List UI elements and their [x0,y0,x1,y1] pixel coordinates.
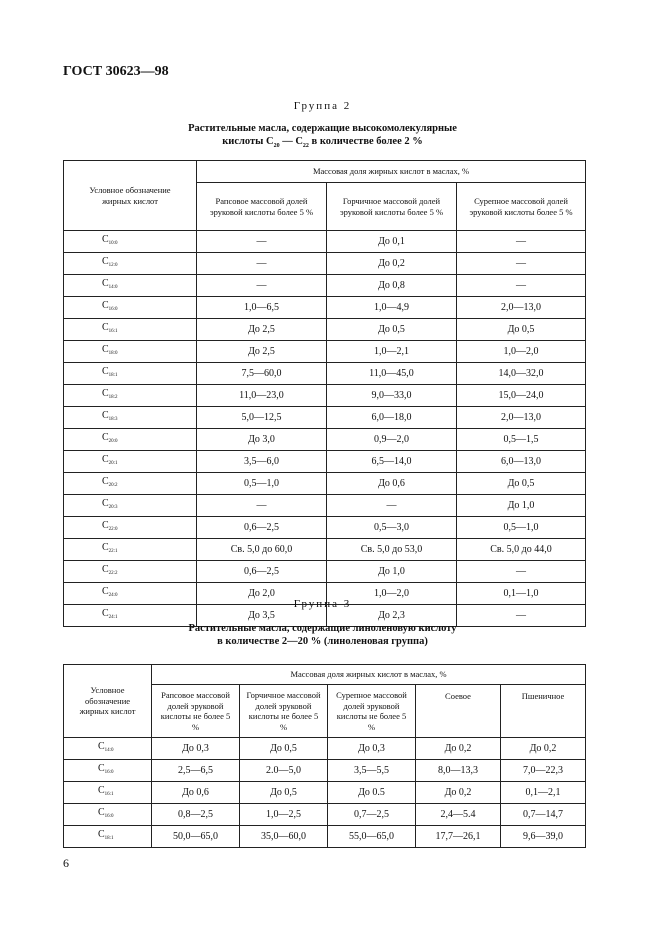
value-cell: До 0,1 [327,231,457,253]
acid-symbol: $C_{24:1}$ [64,605,197,627]
value-cell: 11,0—45,0 [327,363,457,385]
value-cell: 0,7—14,7 [501,804,586,826]
value-cell: До 0,6 [327,473,457,495]
value-cell: — [197,495,327,517]
value-cell: 11,0—23,0 [197,385,327,407]
group2-title: Группа 2 [293,100,352,112]
value-cell: — [457,561,586,583]
acid-symbol: $C_{16:0}$ [64,804,152,826]
table-row [64,275,586,297]
table-row [64,385,586,407]
table-row [64,319,586,341]
value-cell: — [457,275,586,297]
table-row [64,451,586,473]
value-cell: До 0,5 [327,319,457,341]
value-cell: До 0,5 [457,473,586,495]
table-row [64,804,586,826]
value-cell: До 0,2 [501,738,586,760]
value-cell: 0,6—2,5 [197,561,327,583]
acid-symbol: $C_{20:3}$ [64,495,197,517]
value-cell: 6,0—13,0 [457,451,586,473]
table-row [64,407,586,429]
table-row [64,429,586,451]
value-cell: 0,5—1,5 [457,429,586,451]
table-row [64,826,586,848]
group2-table [63,160,586,627]
value-cell: До 1,0 [327,561,457,583]
value-cell: До 2,0 [197,583,327,605]
value-cell: — [457,253,586,275]
value-cell: 17,7—26,1 [416,826,501,848]
table-row [64,253,586,275]
value-cell: До 0,3 [328,738,416,760]
value-cell: 8,0—13,3 [416,760,501,782]
value-cell: — [197,275,327,297]
table-row [64,782,586,804]
value-cell: До 0,8 [327,275,457,297]
table-row [64,539,586,561]
acid-symbol: $C_{14:0}$ [64,738,152,760]
group2-caption-line1: Растительные масла, содержащие высокомолекулярные [188,123,457,134]
table-header-mustard: Горчичное массовой долей эруковой кислоты более 5 % [327,183,457,231]
value-cell: 2,5—6,5 [152,760,240,782]
value-cell: До 0,5 [240,782,328,804]
value-cell: До 0.5 [328,782,416,804]
page-number: 6 [63,856,69,870]
acid-symbol: $C_{24:0}$ [64,583,197,605]
acid-symbol: $C_{10:0}$ [64,231,197,253]
acid-symbol: $C_{16:1}$ [64,782,152,804]
value-cell: 2.0—5,0 [240,760,328,782]
group3-caption-line2: в количестве 2—20 % (линоленовая группа) [217,636,428,647]
value-cell: 35,0—60,0 [240,826,328,848]
value-cell: До 3,5 [197,605,327,627]
acid-symbol: $C_{18:3}$ [64,407,197,429]
table-header-mustard: Горчичное массовой долей эруковой кислоты не более 5 % [240,685,328,738]
group3-caption-line1: Растительные масла, содержащие линоленовую кислоту [188,623,457,634]
acid-symbol: $C_{14:0}$ [64,275,197,297]
value-cell: 15,0—24,0 [457,385,586,407]
acid-symbol: $C_{20:2}$ [64,473,197,495]
acid-symbol: $C_{12:0}$ [64,253,197,275]
acid-symbol: $C_{18:1}$ [64,363,197,385]
value-cell: — [197,253,327,275]
value-cell: До 1,0 [457,495,586,517]
value-cell: 6,0—18,0 [327,407,457,429]
value-cell: 3,5—6,0 [197,451,327,473]
value-cell: 1,0—2,5 [240,804,328,826]
table-header-colza: Сурепное массовой долей эруковой кислоты более 5 % [457,183,586,231]
table-row [64,473,586,495]
table-row [64,495,586,517]
value-cell: 55,0—65,0 [328,826,416,848]
acid-symbol: $C_{16:0}$ [64,297,197,319]
value-cell: 1,0—2,1 [327,341,457,363]
value-cell: До 0,5 [457,319,586,341]
table-row [64,363,586,385]
table-row [64,297,586,319]
acid-symbol: $C_{16:0}$ [64,760,152,782]
table-header-soy: Соевое [416,685,501,738]
acid-symbol: $C_{16:1}$ [64,319,197,341]
value-cell: 0,7—2,5 [328,804,416,826]
value-cell: 2,0—13,0 [457,407,586,429]
table-row [64,231,586,253]
group3-caption [0,622,645,648]
table-row [64,760,586,782]
value-cell: — [457,231,586,253]
value-cell: 1,0—4,9 [327,297,457,319]
acid-symbol: $C_{18:2}$ [64,385,197,407]
acid-symbol: $C_{20:0}$ [64,429,197,451]
value-cell: 3,5—5,5 [328,760,416,782]
value-cell: До 0,2 [416,782,501,804]
group3-title: Группа 3 [293,598,352,610]
value-cell: Св. 5,0 до 60,0 [197,539,327,561]
acid-symbol: $C_{22:2}$ [64,561,197,583]
value-cell: — [197,231,327,253]
acid-symbol: $C_{18:1}$ [64,826,152,848]
value-cell: 14,0—32,0 [457,363,586,385]
value-cell: 2,4—5.4 [416,804,501,826]
table-header-group: Массовая доля жирных кислот в маслах, % [152,665,586,685]
table-row [64,738,586,760]
value-cell: Св. 5,0 до 44,0 [457,539,586,561]
value-cell: — [327,495,457,517]
value-cell: 1,0—6,5 [197,297,327,319]
table-row [64,561,586,583]
value-cell: — [457,605,586,627]
value-cell: 1,0—2,0 [327,583,457,605]
table-header-symbol: Условное обозначение жирных кислот [64,665,152,738]
value-cell: 50,0—65,0 [152,826,240,848]
acid-symbol: $C_{18:0}$ [64,341,197,363]
value-cell: До 2,3 [327,605,457,627]
table-header-symbol: Условное обозначение жирных кислот [64,161,197,231]
value-cell: 5,0—12,5 [197,407,327,429]
value-cell: До 0,3 [152,738,240,760]
value-cell: 7,5—60,0 [197,363,327,385]
table-header-colza: Сурепное массовой долей эруковой кислоты не более 5 % [328,685,416,738]
acid-symbol: $C_{22:1}$ [64,539,197,561]
value-cell: 0,1—1,0 [457,583,586,605]
value-cell: 7,0—22,3 [501,760,586,782]
standard-code: ГОСТ 30623—98 [63,64,169,79]
group3-table [63,664,586,848]
value-cell: 0,6—2,5 [197,517,327,539]
value-cell: До 0,2 [327,253,457,275]
group2-caption-line2: кислоты $C_{20}$ — $C_{22}$ в количестве более 2 % [222,136,423,150]
value-cell: 0,1—2,1 [501,782,586,804]
group2-caption [0,122,645,153]
table-row [64,517,586,539]
value-cell: 2,0—13,0 [457,297,586,319]
value-cell: 0,5—1,0 [457,517,586,539]
table-header-rapeseed: Рапсовое массовой долей эруковой кислоты более 5 % [197,183,327,231]
value-cell: До 2,5 [197,341,327,363]
table-header-group: Массовая доля жирных кислот в маслах, % [197,161,586,183]
value-cell: 0,5—3,0 [327,517,457,539]
value-cell: До 2,5 [197,319,327,341]
value-cell: До 0,5 [240,738,328,760]
value-cell: 0,8—2,5 [152,804,240,826]
table-row [64,341,586,363]
table-header-wheat: Пшеничное [501,685,586,738]
acid-symbol: $C_{22:0}$ [64,517,197,539]
value-cell: 1,0—2,0 [457,341,586,363]
value-cell: До 0,6 [152,782,240,804]
value-cell: До 0,2 [416,738,501,760]
acid-symbol: $C_{20:1}$ [64,451,197,473]
value-cell: Св. 5,0 до 53,0 [327,539,457,561]
table-header-rapeseed: Рапсовое массовой долей эруковой кислоты не более 5 % [152,685,240,738]
value-cell: 9,0—33,0 [327,385,457,407]
value-cell: До 3,0 [197,429,327,451]
value-cell: 9,6—39,0 [501,826,586,848]
value-cell: 0,5—1,0 [197,473,327,495]
value-cell: 6,5—14,0 [327,451,457,473]
value-cell: 0,9—2,0 [327,429,457,451]
